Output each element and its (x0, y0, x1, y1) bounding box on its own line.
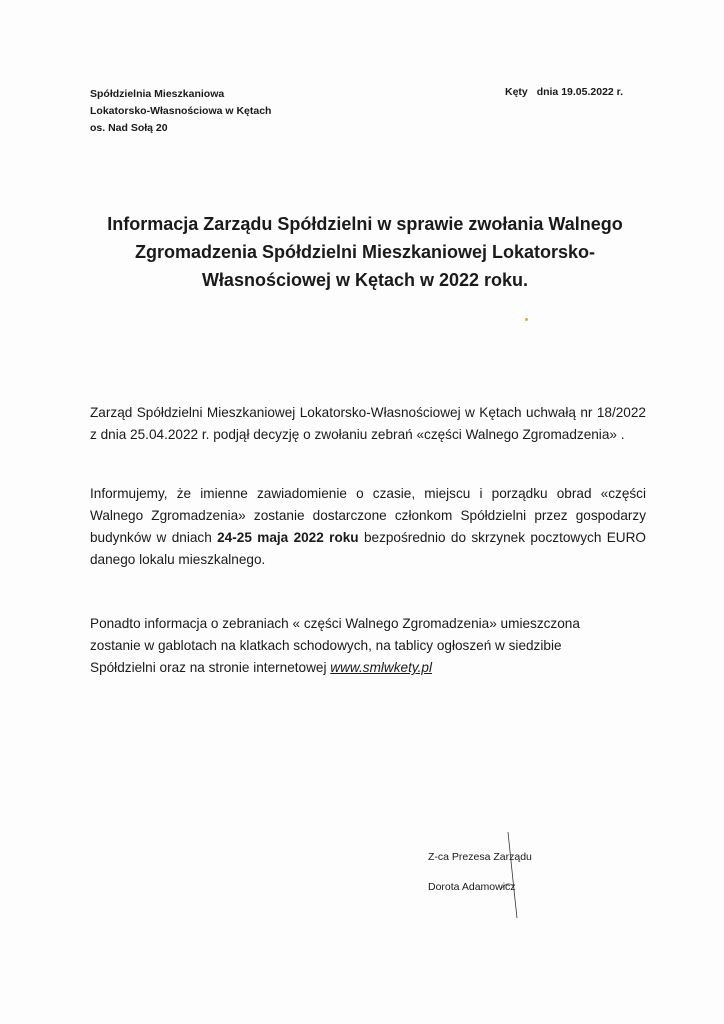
meeting-dates: 24-25 maja 2022 roku (217, 530, 359, 545)
date-label: dnia (536, 86, 559, 98)
title-line-1: Informacja Zarządu Spółdzielni w sprawie zwołania Walnego (107, 214, 623, 234)
paragraph-notification-text: Informujemy, że imienne zawiadomienie o czasie, miejscu i porządku obrad «części Walnego Zgromadzenia» zostanie dostarczone członkom Spółdzielni przez gospodarzy budynków w dniach (90, 486, 646, 545)
paragraph-notification-tail: bezpośrednio do skrzynek pocztowych EURO danego lokalu mieszkalnego. (90, 530, 646, 567)
date-value: 19.05.2022 r. (561, 86, 624, 98)
publication-line-3 (90, 657, 646, 679)
title-line-3: Własnościowej w Kętach w 2022 roku. (201, 270, 529, 290)
signature-name: Dorota Adamowicz (428, 881, 516, 893)
date-place: Kęty (505, 86, 528, 98)
sender-address (90, 86, 271, 137)
publication-line-3-text: Spółdzielni oraz na stronie internetowej (90, 660, 331, 675)
paragraph-resolution: Zarząd Spółdzielni Mieszkaniowej Lokatorsko-Własnościowej w Kętach uchwałą nr 18/2022 z dnia 25.04.2022 r. podjął decyzję o zwołaniu zebrań «części Walnego Zgromadzenia» . (90, 405, 646, 442)
document-title (80, 210, 650, 294)
paragraph-notification (90, 483, 646, 571)
signature-block (428, 842, 532, 902)
sender-line-3: os. Nad Sołą 20 (90, 122, 168, 134)
publication-line-1: Ponadto informacja o zebraniach « części Walnego Zgromadzenia» umieszczona (90, 616, 580, 631)
publication-line-2: zostanie w gablotach na klatkach schodowych, na tablicy ogłoszeń w siedzibie (90, 638, 562, 653)
scan-speck (525, 318, 528, 321)
document-date (505, 86, 623, 98)
paragraph-publication (90, 613, 646, 679)
sender-line-2: Lokatorsko-Własnościowa w Kętach (90, 105, 272, 117)
title-line-2: Zgromadzenia Spółdzielni Mieszkaniowej Lokatorsko- (134, 242, 596, 262)
website-link[interactable]: www.smlwkety.pl (330, 660, 433, 675)
sender-line-1: Spółdzielnia Mieszkaniowa (90, 88, 225, 100)
signature-role: Z-ca Prezesa Zarządu (428, 851, 532, 863)
